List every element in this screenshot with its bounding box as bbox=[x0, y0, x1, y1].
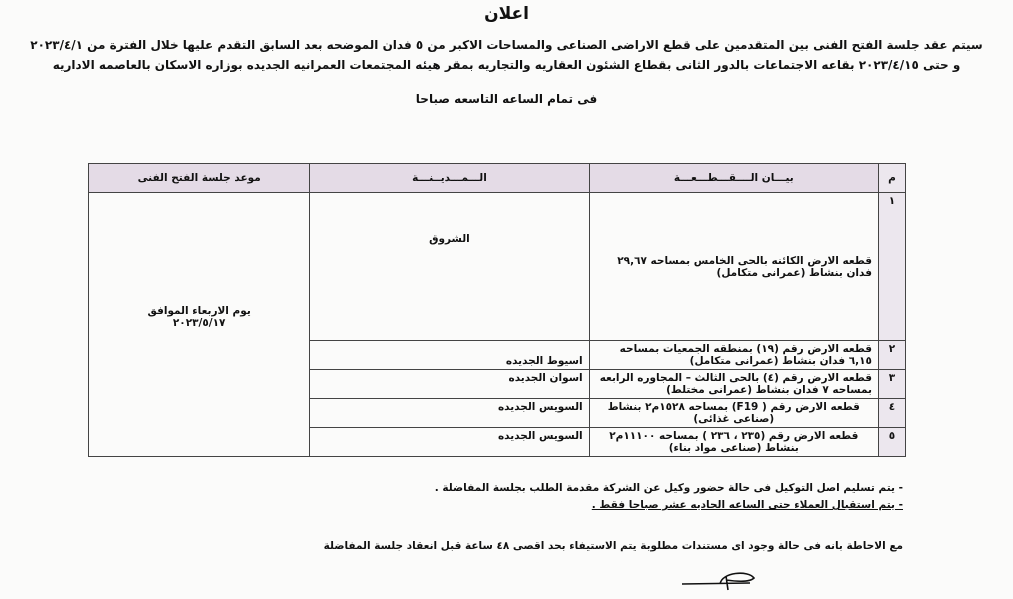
condition-item: - يتم استقبال العملاء حتى الساعه الحاديه عشر صباحا فقط . bbox=[435, 499, 903, 511]
plot-desc: قطعه الارض رقم (٤) بالحى الثالث – المجاوره الرابعه بمساحه ٧ فدان بنشاط (عمرانى مختلط) bbox=[589, 370, 878, 399]
session-date bbox=[89, 193, 310, 457]
conditions-list bbox=[435, 482, 903, 516]
session-date-value: ٢٠٢٣/٥/١٧ bbox=[172, 317, 226, 329]
row-num: ٥ bbox=[878, 428, 905, 457]
header-session: موعد جلسة الفتح الفنى bbox=[89, 164, 310, 193]
plot-desc: قطعه الارض رقم (٢٣٥ ، ٢٣٦ ) بمساحه ١١١٠٠م٢ بنشاط (صناعى مواد بناء) bbox=[589, 428, 878, 457]
table-row bbox=[89, 193, 906, 341]
header-city: الـــمـــديــنـــة bbox=[310, 164, 589, 193]
header-plot: بيـــان الــــقـــطـــعـــة bbox=[589, 164, 878, 193]
session-day: يوم الاربعاء الموافق bbox=[147, 305, 251, 317]
row-num: ١ bbox=[878, 193, 905, 341]
document-title: اعلان bbox=[484, 4, 529, 24]
city: اسوان الجديده bbox=[310, 370, 589, 399]
plot-desc: قطعه الارض الكائنه بالحى الخامس بمساحه ٢٩,٦٧ فدان بنشاط (عمرانى متكامل) bbox=[589, 193, 878, 341]
city: السويس الجديده bbox=[310, 399, 589, 428]
intro-line-1: سيتم عقد جلسة الفتح الفنى بين المتقدمين على قطع الاراضى الصناعى والمساحات الاكبر من ٥ فدان الموضحه بعد السابق التقدم عليها خلال الفترة من ٢٠٢٣/٤/١ bbox=[30, 38, 983, 52]
intro-line-2: و حتى ٢٠٢٣/٤/١٥ بقاعه الاجتماعات بالدور الثانى بقطاع الشئون العقاريه والتجاريه بمقر هيئه المجتمعات العمرانيه الجديده بوزاره الاسكان بالعاصمه الاداريه bbox=[52, 58, 961, 72]
city: الشروق bbox=[310, 193, 589, 341]
city: السويس الجديده bbox=[310, 428, 589, 457]
row-num: ٣ bbox=[878, 370, 905, 399]
condition-item: - يتم تسليم اصل التوكيل فى حالة حضور وكيل عن الشركة مقدمة الطلب بجلسة المفاضلة . bbox=[435, 482, 903, 494]
documents-note: مع الاحاطة بانه فى حالة وجود اى مستندات مطلوبة يتم الاستيفاء بحد اقصى ٤٨ ساعة قبل انعقاد جلسة المفاضلة bbox=[323, 540, 903, 552]
row-num: ٢ bbox=[878, 341, 905, 370]
table-header-row bbox=[89, 164, 906, 193]
plot-desc: قطعه الارض رقم (١٩) بمنطقه الجمعيات بمساحه ٦,١٥ فدان بنشاط (عمرانى متكامل) bbox=[589, 341, 878, 370]
plots-table bbox=[88, 163, 906, 457]
row-num: ٤ bbox=[878, 399, 905, 428]
header-num: م bbox=[878, 164, 905, 193]
signature-icon bbox=[680, 566, 760, 592]
plot-desc: قطعه الارض رقم ( F19) بمساحه ١٥٢٨م٢ بنشاط (صناعى غذائى) bbox=[589, 399, 878, 428]
city: اسيوط الجديده bbox=[310, 341, 589, 370]
intro-time: فى تمام الساعه التاسعه صباحا bbox=[415, 92, 598, 106]
